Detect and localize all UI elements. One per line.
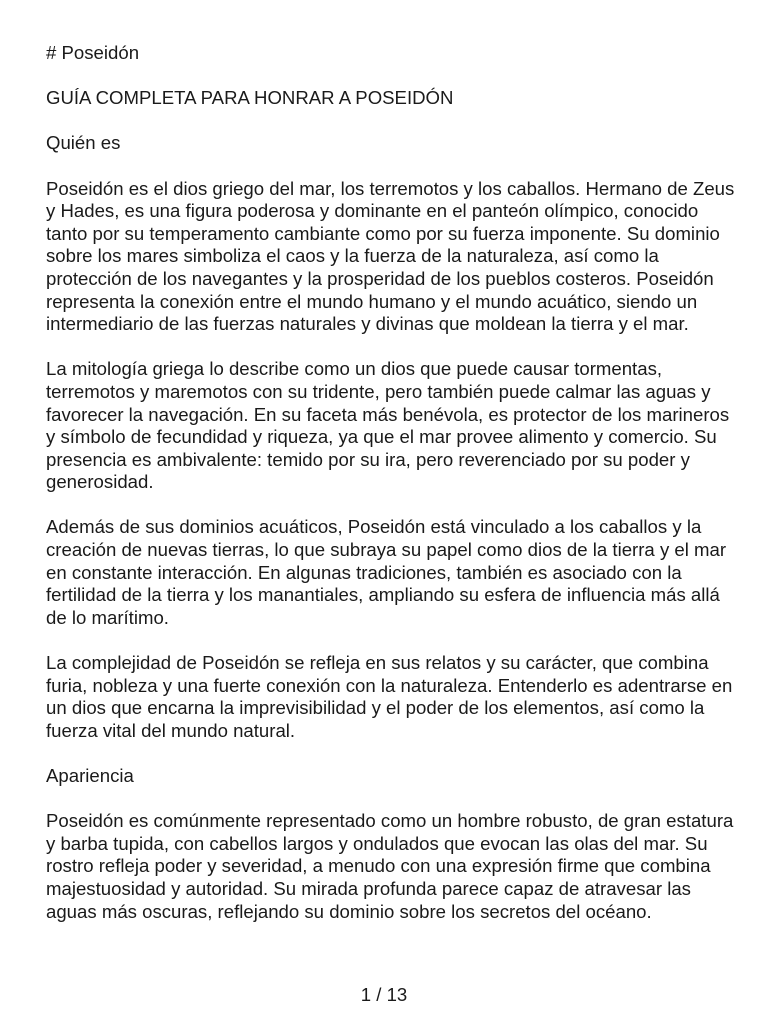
document-page xyxy=(46,42,736,923)
section-heading-appearance: Apariencia xyxy=(46,765,134,786)
paragraph-who-4: La complejidad de Poseidón se refleja en sus relatos y su carácter, que combina furia, nobleza y una fuerte conexión con la naturaleza. Entenderlo es adentrarse en un dios que encarna la imprevisibilidad y el poder de los elementos, así como la fuerza vital del mundo natural. xyxy=(46,652,733,741)
document-title: # Poseidón xyxy=(46,42,140,63)
paragraph-appearance: Poseidón es comúnmente representado como un hombre robusto, de gran estatura y barba tupida, con cabellos largos y ondulados que evocan las olas del mar. Su rostro refleja poder y severidad, a menudo con una expresión firme que combina majestuosidad y autoridad. Su mirada profunda parece capaz de atravesar las aguas más oscuras, reflejando su dominio sobre los secretos del océano. xyxy=(46,810,734,922)
paragraph-who-1: Poseidón es el dios griego del mar, los terremotos y los caballos. Hermano de Zeus y Hades, es una figura poderosa y dominante en el panteón olímpico, conocido tanto por su temperamento cambiante como por su fuerza imponente. Su dominio sobre los mares simboliza el caos y la fuerza de la naturaleza, así como la protección de los navegantes y la prosperidad de los pueblos costeros. Poseidón representa la conexión entre el mundo humano y el mundo acuático, siendo un intermediario de las fuerzas naturales y divinas que moldean la tierra y el mar. xyxy=(46,177,735,335)
document-subtitle: GUÍA COMPLETA PARA HONRAR A POSEIDÓN xyxy=(46,87,454,109)
page-number: 1 / 13 xyxy=(360,984,408,1005)
section-heading-who: Quién es xyxy=(46,132,121,154)
paragraph-who-3: Además de sus dominios acuáticos, Poseidón está vinculado a los caballos y la creación de nuevas tierras, lo que subraya su papel como dios de la tierra y el mar en constante interacción. En algunas tradiciones, también es asociado con la fertilidad de la tierra y los manantiales, ampliando su esfera de influencia más allá de lo marítimo. xyxy=(46,516,727,628)
paragraph-who-2: La mitología griega lo describe como un dios que puede causar tormentas, terremotos y maremotos con su tridente, pero también puede calmar las aguas y favorecer la navegación. En su faceta más benévola, es protector de los marineros y símbolo de fecundidad y riqueza, ya que el mar provee alimento y comercio. Su presencia es ambivalente: temido por su ira, pero reverenciado por su poder y generosidad. xyxy=(46,358,730,493)
